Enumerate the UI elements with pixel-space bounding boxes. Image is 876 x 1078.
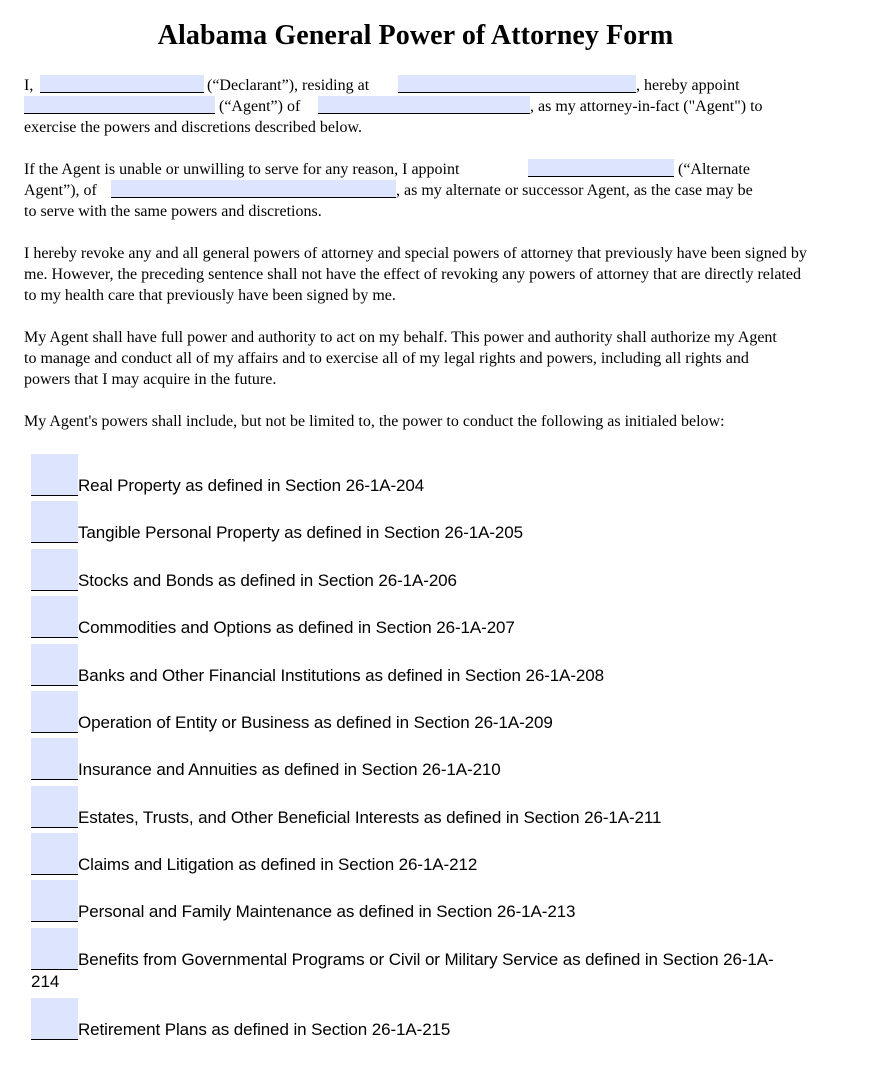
power-item-operation-of-entity: [31, 691, 851, 735]
power-label: Estates, Trusts, and Other Beneficial Interests as defined in Section 26-1A-211: [78, 808, 662, 827]
power-label: Claims and Litigation as defined in Section 26-1A-212: [78, 855, 478, 874]
alternate-of-text: Agent”), of: [24, 182, 97, 199]
power-label: Commodities and Options as defined in Section 26-1A-207: [78, 618, 515, 637]
power-item-real-property: [31, 454, 851, 498]
initials-field-stocks-bonds[interactable]: [31, 549, 78, 591]
power-item-retirement-plans: [31, 998, 851, 1042]
power-item-tangible-personal-property: [31, 501, 851, 545]
initials-field-personal-family-maintenance[interactable]: [31, 880, 78, 922]
agent-address-field[interactable]: [318, 96, 530, 114]
appointment-closing-text: exercise the powers and discretions described below.: [24, 119, 362, 136]
declarant-label: (“Declarant”), residing at: [207, 77, 370, 94]
initials-field-tangible-personal-property[interactable]: [31, 501, 78, 543]
power-label: Operation of Entity or Business as defined in Section 26-1A-209: [78, 713, 553, 732]
alternate-agent-address-field[interactable]: [111, 180, 396, 198]
declarant-address-field[interactable]: [398, 75, 636, 93]
power-label: Banks and Other Financial Institutions as defined in Section 26-1A-208: [78, 666, 604, 685]
power-item-stocks-bonds: [31, 549, 851, 593]
initials-field-insurance-annuities[interactable]: [31, 738, 78, 780]
power-label: Benefits from Governmental Programs or Civil or Military Service as defined in Section 26-1A-: [78, 950, 774, 969]
attorney-in-fact-text: , as my attorney-in-fact ("Agent") to: [530, 98, 763, 115]
hereby-appoint-text: , hereby appoint: [636, 77, 740, 94]
document-title: Alabama General Power of Attorney Form: [157, 20, 674, 51]
alternate-intro-text: If the Agent is unable or unwilling to serve for any reason, I appoint: [24, 161, 460, 178]
power-label: Stocks and Bonds as defined in Section 26-1A-206: [78, 571, 457, 590]
power-label: Retirement Plans as defined in Section 26-1A-215: [78, 1020, 451, 1039]
power-label: Real Property as defined in Section 26-1A-204: [78, 476, 425, 495]
authority-paragraph: My Agent shall have full power and authority to act on my behalf. This power and authority shall authorize my Agent to manage and conduct all of my affairs and to exercise all of my legal rights and powers, including all rights and powers that I may acquire in the future.: [24, 329, 777, 388]
agent-label: (“Agent”) of: [219, 98, 301, 115]
initials-field-real-property[interactable]: [31, 454, 78, 496]
agent-name-field[interactable]: [24, 96, 215, 114]
power-label-continuation: 214: [31, 972, 60, 991]
revocation-paragraph: I hereby revoke any and all general powers of attorney and special powers of attorney that previously have been signed by me. However, the preceding sentence shall not have the effect of revoking any powers of attorney that are directly related to my health care that previously have been signed by me.: [24, 245, 807, 304]
powers-intro-paragraph: My Agent's powers shall include, but not be limited to, the power to conduct the following as initialed below:: [24, 413, 725, 430]
power-label: Insurance and Annuities as defined in Section 26-1A-210: [78, 760, 501, 779]
initials-field-banks[interactable]: [31, 644, 78, 686]
initials-field-governmental-benefits[interactable]: [31, 928, 78, 970]
power-label: Tangible Personal Property as defined in Section 26-1A-205: [78, 523, 523, 542]
power-item-insurance-annuities: [31, 738, 851, 782]
power-item-estates-trusts: [31, 786, 851, 830]
initials-field-estates-trusts[interactable]: [31, 786, 78, 828]
initials-field-claims-litigation[interactable]: [31, 833, 78, 875]
power-item-banks: [31, 644, 851, 688]
power-item-governmental-benefits: [31, 928, 851, 994]
power-item-claims-litigation: [31, 833, 851, 877]
appointment-prefix: I,: [24, 77, 34, 94]
power-item-commodities-options: [31, 596, 851, 640]
alternate-successor-text: , as my alternate or successor Agent, as the case may be: [396, 182, 753, 199]
power-label: Personal and Family Maintenance as defined in Section 26-1A-213: [78, 902, 576, 921]
alternate-label-text: (“Alternate: [678, 161, 750, 178]
initials-field-commodities-options[interactable]: [31, 596, 78, 638]
alternate-agent-name-field[interactable]: [528, 159, 674, 177]
declarant-name-field[interactable]: [40, 75, 204, 93]
alternate-closing-text: to serve with the same powers and discretions.: [24, 203, 322, 220]
initials-field-retirement-plans[interactable]: [31, 998, 78, 1040]
initials-field-operation-of-entity[interactable]: [31, 691, 78, 733]
power-item-personal-family-maintenance: [31, 880, 851, 924]
